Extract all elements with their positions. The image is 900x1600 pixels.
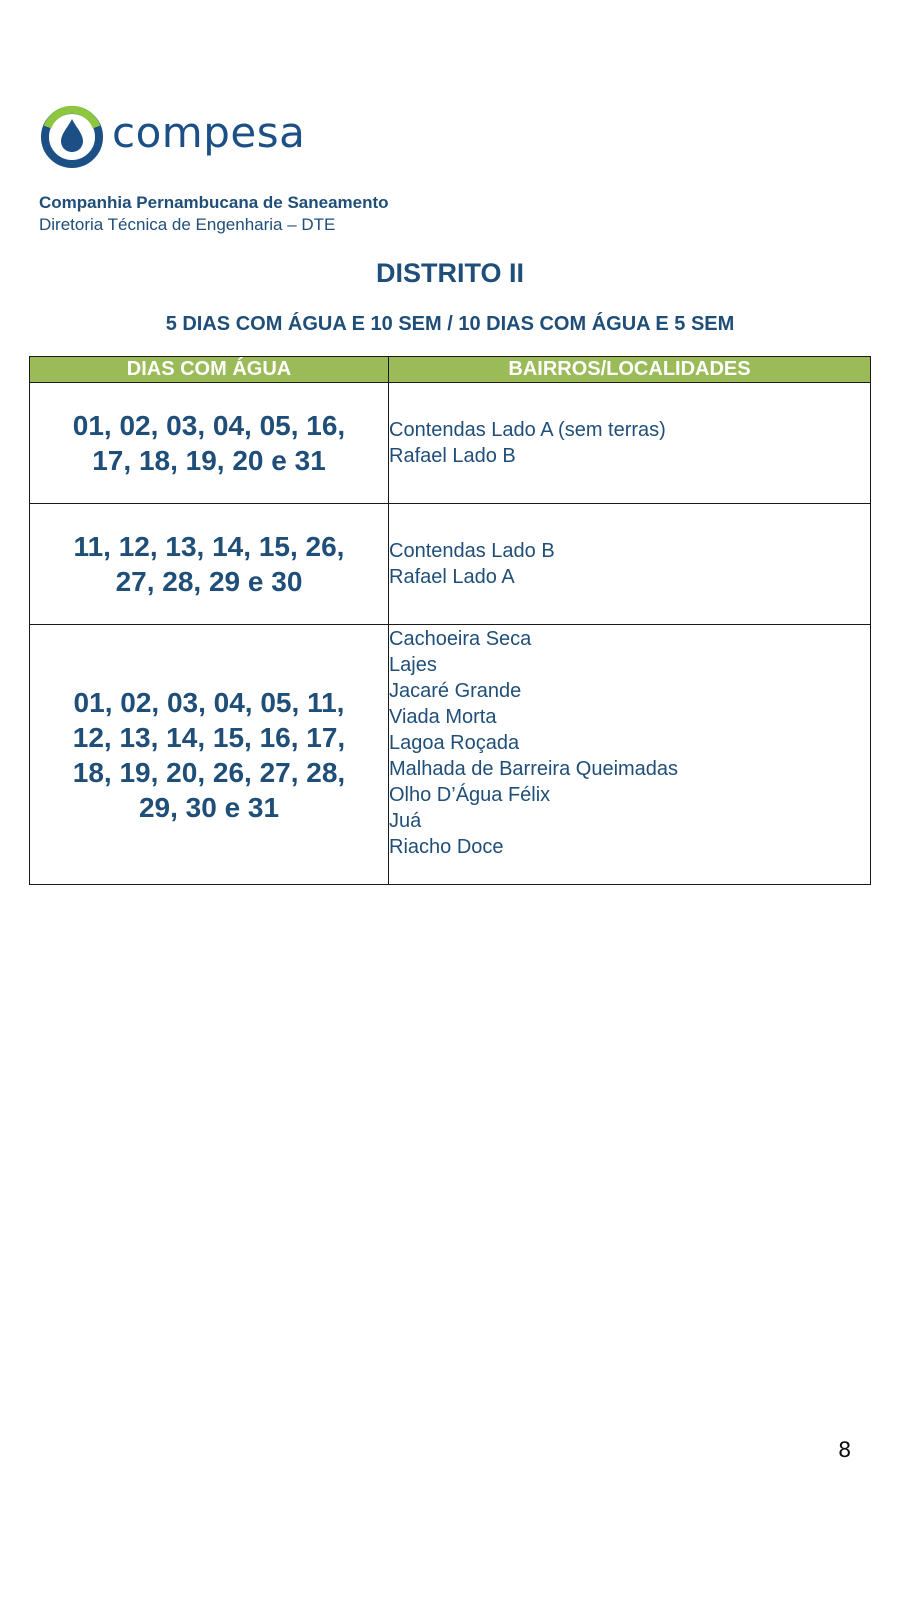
header-places: BAIRROS/LOCALIDADES — [389, 357, 871, 383]
water-schedule-table — [29, 356, 871, 885]
days-cell — [30, 383, 389, 504]
schedule-subtitle: 5 DIAS COM ÁGUA E 10 SEM / 10 DIAS COM ÁGUA E 5 SEM — [165, 313, 735, 335]
days-cell — [30, 625, 389, 885]
list-item: Malhada de Barreira Queimadas — [389, 758, 679, 780]
list-item: Contendas Lado A (sem terras) — [389, 419, 666, 441]
list-item: Viada Morta — [389, 706, 497, 728]
list-item: Rafael Lado A — [389, 566, 515, 588]
logo-wordmark: compesa — [112, 108, 306, 157]
header-days: DIAS COM ÁGUA — [30, 357, 389, 383]
days-text: 11, 12, 13, 14, 15, 26, 27, 28, 29 e 30 — [73, 531, 345, 597]
list-item: Olho D’Água Félix — [389, 784, 551, 806]
company-name: Companhia Pernambucana de Saneamento — [39, 193, 389, 212]
place-list — [389, 626, 870, 860]
days-cell — [30, 504, 389, 625]
place-list — [389, 538, 870, 590]
list-item: Juá — [389, 810, 422, 832]
list-item: Lagoa Roçada — [389, 732, 520, 754]
list-item: Contendas Lado B — [389, 540, 555, 562]
compesa-logo — [40, 102, 330, 172]
table-row — [30, 504, 871, 625]
days-text: 01, 02, 03, 04, 05, 16, 17, 18, 19, 20 e 31 — [72, 410, 346, 476]
list-item: Jacaré Grande — [389, 680, 522, 702]
page-number: 8 — [838, 1438, 852, 1462]
table-row — [30, 383, 871, 504]
list-item: Riacho Doce — [389, 836, 504, 858]
list-item: Cachoeira Seca — [389, 628, 532, 650]
days-text: 01, 02, 03, 04, 05, 11, 12, 13, 14, 15, 16, 17, 18, 19, 20, 26, 27, 28, 29, 30 e 31 — [72, 686, 346, 823]
district-title: DISTRITO II — [375, 258, 524, 288]
places-cell — [389, 625, 871, 885]
places-cell — [389, 504, 871, 625]
department-name: Diretoria Técnica de Engenharia – DTE — [39, 215, 336, 234]
table-header-row — [30, 357, 871, 383]
list-item: Lajes — [389, 654, 437, 676]
water-drop-logo-icon — [40, 105, 104, 169]
places-cell — [389, 383, 871, 504]
list-item: Rafael Lado B — [389, 445, 516, 467]
table-row — [30, 625, 871, 885]
place-list — [389, 417, 870, 469]
